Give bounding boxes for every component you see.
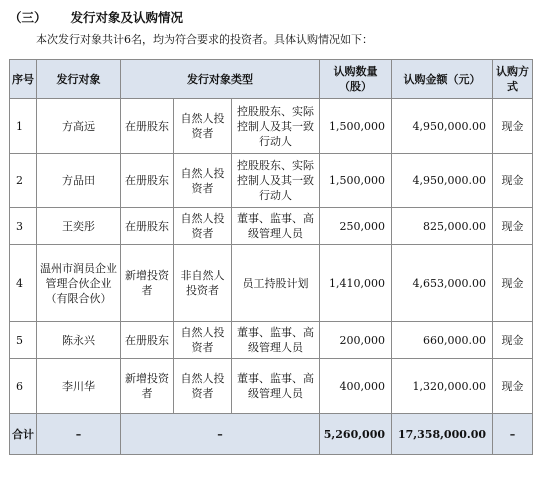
total-amount: 17,358,000.00 — [392, 414, 493, 455]
section-heading — [9, 8, 183, 26]
table-row — [10, 154, 533, 208]
table-row — [10, 359, 533, 414]
row-index: 2 — [10, 154, 37, 208]
row-amount: 825,000.00 — [392, 208, 493, 245]
row-name: 温州市润员企业管理合伙企业（有限合伙） — [37, 245, 121, 322]
table-row — [10, 245, 533, 322]
row-method: 现金 — [493, 99, 533, 154]
row-investor: 自然人投资者 — [174, 154, 232, 208]
row-role: 控股股东、实际控制人及其一致行动人 — [232, 99, 320, 154]
total-type: – — [121, 414, 320, 455]
total-row — [10, 414, 533, 455]
row-investor: 非自然人投资者 — [174, 245, 232, 322]
row-method: 现金 — [493, 245, 533, 322]
row-investor: 自然人投资者 — [174, 208, 232, 245]
row-holder: 在册股东 — [121, 99, 174, 154]
row-name: 李川华 — [37, 359, 121, 414]
row-holder: 在册股东 — [121, 208, 174, 245]
section-title: 发行对象及认购情况 — [70, 10, 184, 25]
table-row — [10, 322, 533, 359]
row-shares: 1,500,000 — [320, 154, 392, 208]
row-investor: 自然人投资者 — [174, 322, 232, 359]
section-number: （三） — [9, 10, 47, 25]
header-name: 发行对象 — [37, 60, 121, 99]
total-method: – — [493, 414, 533, 455]
row-index: 1 — [10, 99, 37, 154]
row-method: 现金 — [493, 208, 533, 245]
row-index: 4 — [10, 245, 37, 322]
header-type: 发行对象类型 — [121, 60, 320, 99]
header-index: 序号 — [10, 60, 37, 99]
row-name: 陈永兴 — [37, 322, 121, 359]
row-shares: 1,500,000 — [320, 99, 392, 154]
row-holder: 新增投资者 — [121, 245, 174, 322]
row-amount: 660,000.00 — [392, 322, 493, 359]
row-amount: 4,653,000.00 — [392, 245, 493, 322]
row-name: 王奕彤 — [37, 208, 121, 245]
row-amount: 4,950,000.00 — [392, 154, 493, 208]
row-shares: 400,000 — [320, 359, 392, 414]
header-shares: 认购数量（股） — [320, 60, 392, 99]
total-name: – — [37, 414, 121, 455]
row-investor: 自然人投资者 — [174, 99, 232, 154]
row-amount: 4,950,000.00 — [392, 99, 493, 154]
row-shares: 250,000 — [320, 208, 392, 245]
row-holder: 新增投资者 — [121, 359, 174, 414]
row-role: 董事、监事、高级管理人员 — [232, 208, 320, 245]
header-method: 认购方式 — [493, 60, 533, 99]
row-role: 董事、监事、高级管理人员 — [232, 322, 320, 359]
row-shares: 1,410,000 — [320, 245, 392, 322]
row-shares: 200,000 — [320, 322, 392, 359]
table-header-row — [10, 60, 533, 99]
row-index: 5 — [10, 322, 37, 359]
row-method: 现金 — [493, 359, 533, 414]
row-index: 3 — [10, 208, 37, 245]
row-role: 董事、监事、高级管理人员 — [232, 359, 320, 414]
row-role: 员工持股计划 — [232, 245, 320, 322]
row-index: 6 — [10, 359, 37, 414]
table-row — [10, 208, 533, 245]
row-method: 现金 — [493, 154, 533, 208]
intro-text: 本次发行对象共计6名，均为符合要求的投资者。具体认购情况如下： — [36, 33, 373, 46]
row-name: 方高远 — [37, 99, 121, 154]
total-label: 合计 — [10, 414, 37, 455]
row-role: 控股股东、实际控制人及其一致行动人 — [232, 154, 320, 208]
row-name: 方品田 — [37, 154, 121, 208]
row-holder: 在册股东 — [121, 154, 174, 208]
row-investor: 自然人投资者 — [174, 359, 232, 414]
row-amount: 1,320,000.00 — [392, 359, 493, 414]
row-holder: 在册股东 — [121, 322, 174, 359]
row-method: 现金 — [493, 322, 533, 359]
table-row — [10, 99, 533, 154]
total-shares: 5,260,000 — [320, 414, 392, 455]
subscription-table — [9, 59, 533, 455]
header-amount: 认购金额（元） — [392, 60, 493, 99]
